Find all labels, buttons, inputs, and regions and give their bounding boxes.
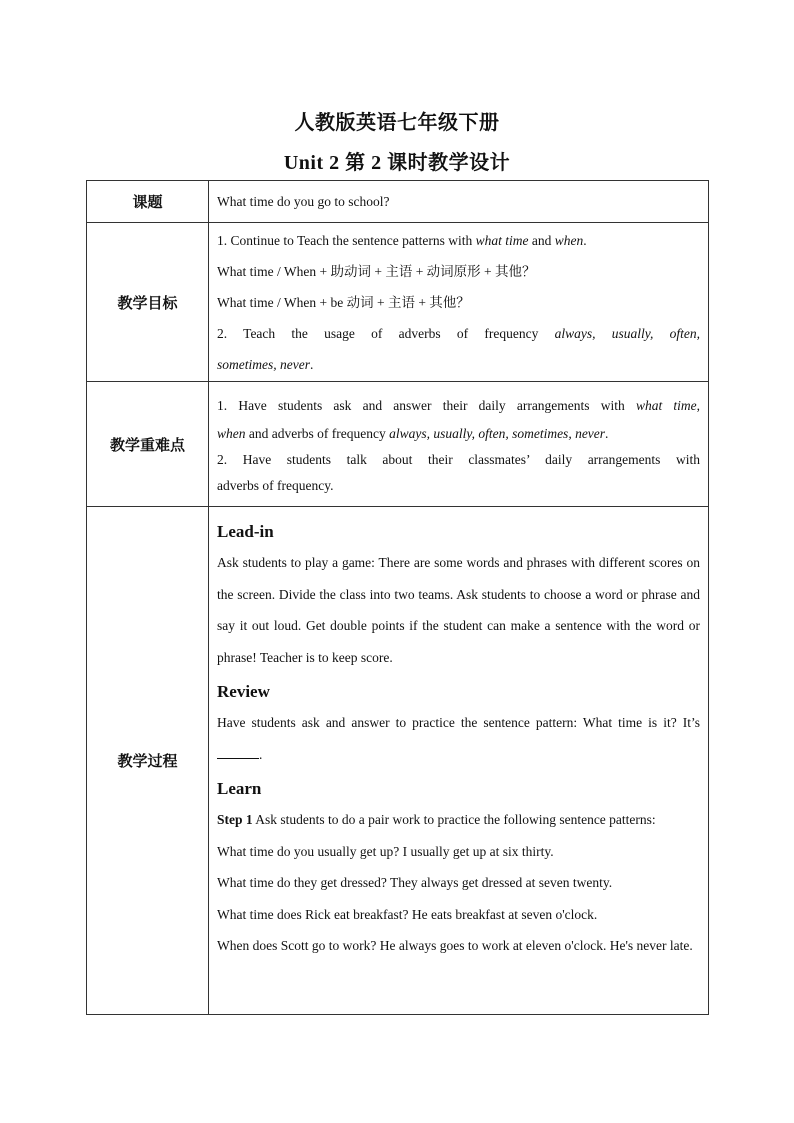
key-point-line-4: adverbs of frequency. [217,477,334,493]
practice-sentence: What time do they get dressed? They always get dressed at seven twenty. [217,875,613,890]
key-points-content [209,382,709,507]
step1-instruction: Step 1 Ask students to do a pair work to practice the following sentence patterns: [217,812,656,827]
leadin-heading: Lead-in [217,522,274,541]
review-text: Have students ask and answer to practice the sentence pattern: What time is it? It’s . [217,715,700,762]
practice-sentence: When does Scott go to work? He always goes to work at eleven o'clock. He's never late. [217,938,693,953]
objective-line-3: What time / When + be 动词 + 主语 + 其他？ [217,294,470,310]
document-subtitle: Unit 2 第 2 课时教学设计 [283,152,511,174]
key-point-line-2: when and adverbs of frequency always, usually, often, sometimes, never. [217,425,609,441]
process-row [87,507,709,1015]
process-content [209,507,709,1015]
objective-line-4: 2. Teach the usage of adverbs of frequency always, usually, often, [217,325,700,341]
key-points-row [87,382,709,507]
key-point-line-3: 2. Have students talk about their classmates’ daily arrangements with [217,451,700,467]
objective-line-1: 1. Continue to Teach the sentence patterns with what time and when. [217,232,587,248]
objective-line-2: What time / When + 助动词 + 主语 + 动词原形 + 其他？ [217,263,536,279]
practice-sentence: What time do you usually get up? I usually get up at six thirty. [217,843,554,859]
practice-sentence: What time does Rick eat breakfast? He eats breakfast at seven o'clock. [217,906,598,922]
objective-line-5: sometimes, never. [217,356,314,372]
answer-blank [217,742,259,759]
objectives-content [209,223,709,382]
document-title: 人教版英语七年级下册 [294,112,500,134]
objectives-label: 教学目标 [87,223,209,382]
process-label: 教学过程 [87,507,209,1015]
learn-heading: Learn [217,779,262,798]
key-points-label: 教学重难点 [87,382,209,507]
key-point-line-1: 1. Have students ask and answer their daily arrangements with what time, [217,397,701,413]
topic-text: What time do you go to school? [209,181,709,223]
lesson-plan-table [86,180,709,1015]
topic-row [87,181,709,223]
leadin-text: Ask students to play a game: There are some words and phrases with different scores on the screen. Divide the class into two teams. Ask students to choose a word or phrase and say it out loud. Get double points if the student can make a sentence with the word or phrase! Teacher is to keep score. [217,555,700,665]
topic-label: 课题 [87,181,209,223]
objectives-row [87,223,709,382]
review-heading: Review [217,682,270,701]
